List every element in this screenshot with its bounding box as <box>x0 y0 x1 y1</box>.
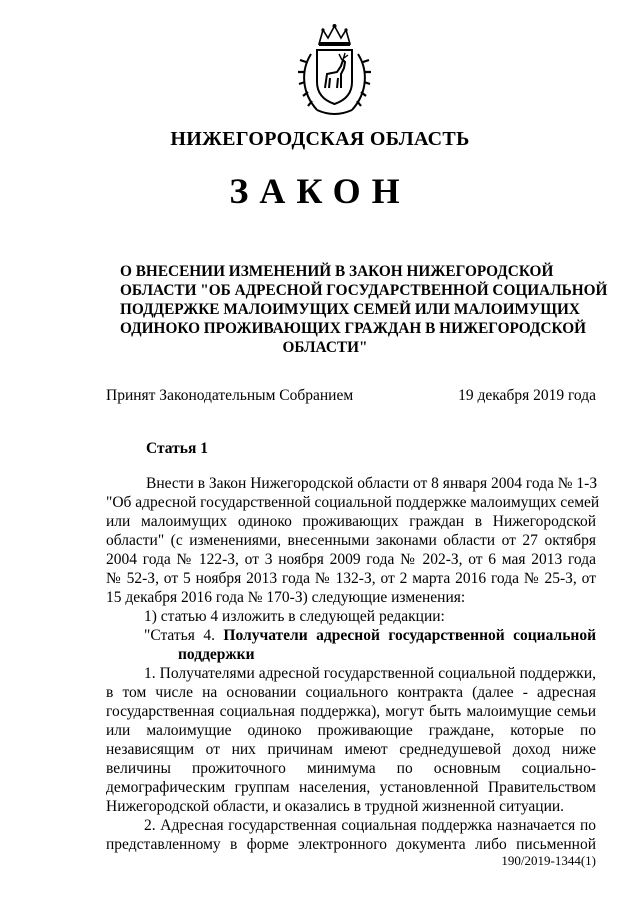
law-title-line: О ВНЕСЕНИИ ИЗМЕНЕНИЙ В ЗАКОН НИЖЕГОРОДСКОЙ <box>120 263 554 280</box>
law-title-line: ОБЛАСТИ "ОБ АДРЕСНОЙ ГОСУДАРСТВЕННОЙ СОЦИАЛЬНОЙ <box>120 282 608 299</box>
law-title-line: ПОДДЕРЖКЕ МАЛОИМУЩИХ СЕМЕЙ ИЛИ МАЛОИМУЩИХ <box>120 301 580 318</box>
body-line: 15 декабря 2016 года № 170-З) следующие изменения: <box>106 589 466 606</box>
law-title-line: ОДИНОКО ПРОЖИВАЮЩИХ ГРАЖДАН В НИЖЕГОРОДСКОЙ <box>120 320 587 337</box>
body-line: величины прожиточного минимума по основным социально- <box>106 760 596 777</box>
document-type: ЗАКОН <box>229 171 411 211</box>
body-line: или малоимущие одиноко проживающие граждане, которые по <box>106 722 596 739</box>
body-line: № 52-З, от 5 ноября 2013 года № 132-З, от 2 марта 2016 года № 25-З, от <box>106 570 596 587</box>
body-line: "Об адресной государственной социальной поддержке малоимущих семей <box>106 494 600 511</box>
body-line: независящим от них причинам имеют среднедушевой доход ниже <box>106 741 596 758</box>
document-number: 190/2019-1344(1) <box>501 853 596 868</box>
body-line: представленному в форме электронного документа либо письменной <box>106 836 596 853</box>
list-item: 1) статью 4 изложить в следующей редакции: <box>144 608 445 625</box>
body-line: государственная социальная поддержка), могут быть малоимущие семьи <box>106 703 596 720</box>
law-title-line: ОБЛАСТИ" <box>282 339 368 356</box>
article-body <box>106 474 600 854</box>
body-line: Внести в Закон Нижегородской области от 8 января 2004 года № 1-З <box>146 475 598 492</box>
quoted-article-prefix: "Статья 4. <box>144 627 215 644</box>
adoption-date: 19 декабря 2019 года <box>458 387 596 404</box>
body-line: Нижегородской области, и оказались в трудной жизненной ситуации. <box>106 798 565 815</box>
article-heading: Статья 1 <box>146 440 208 457</box>
region-name: НИЖЕГОРОДСКАЯ ОБЛАСТЬ <box>170 128 470 150</box>
body-line: в том числе на основании социального контракта (далее - адресная <box>106 684 596 701</box>
body-line: 2. Адресная государственная социальная поддержка назначается по <box>144 817 596 834</box>
body-line: 2004 года № 122-З, от 3 ноября 2009 года № 202-З, от 6 мая 2013 года <box>106 551 596 568</box>
body-line: демографическим группам населения, установленной Правительством <box>106 779 596 796</box>
law-title <box>120 262 608 357</box>
coat-of-arms-emblem <box>297 22 372 118</box>
quoted-article-title-cont: поддержки <box>178 646 255 663</box>
body-line: 1. Получателями адресной государственной социальной поддержки, <box>144 665 596 682</box>
body-line: или малоимущих одиноко проживающих граждан в Нижегородской <box>106 513 596 530</box>
quoted-article-title: Получатели адресной государственной социальной <box>223 627 597 644</box>
body-line: области" (с изменениями, внесенными законами области от 27 октября <box>106 532 596 549</box>
quoted-article-heading <box>106 626 596 645</box>
adopted-by: Принят Законодательным Собранием <box>106 387 354 404</box>
